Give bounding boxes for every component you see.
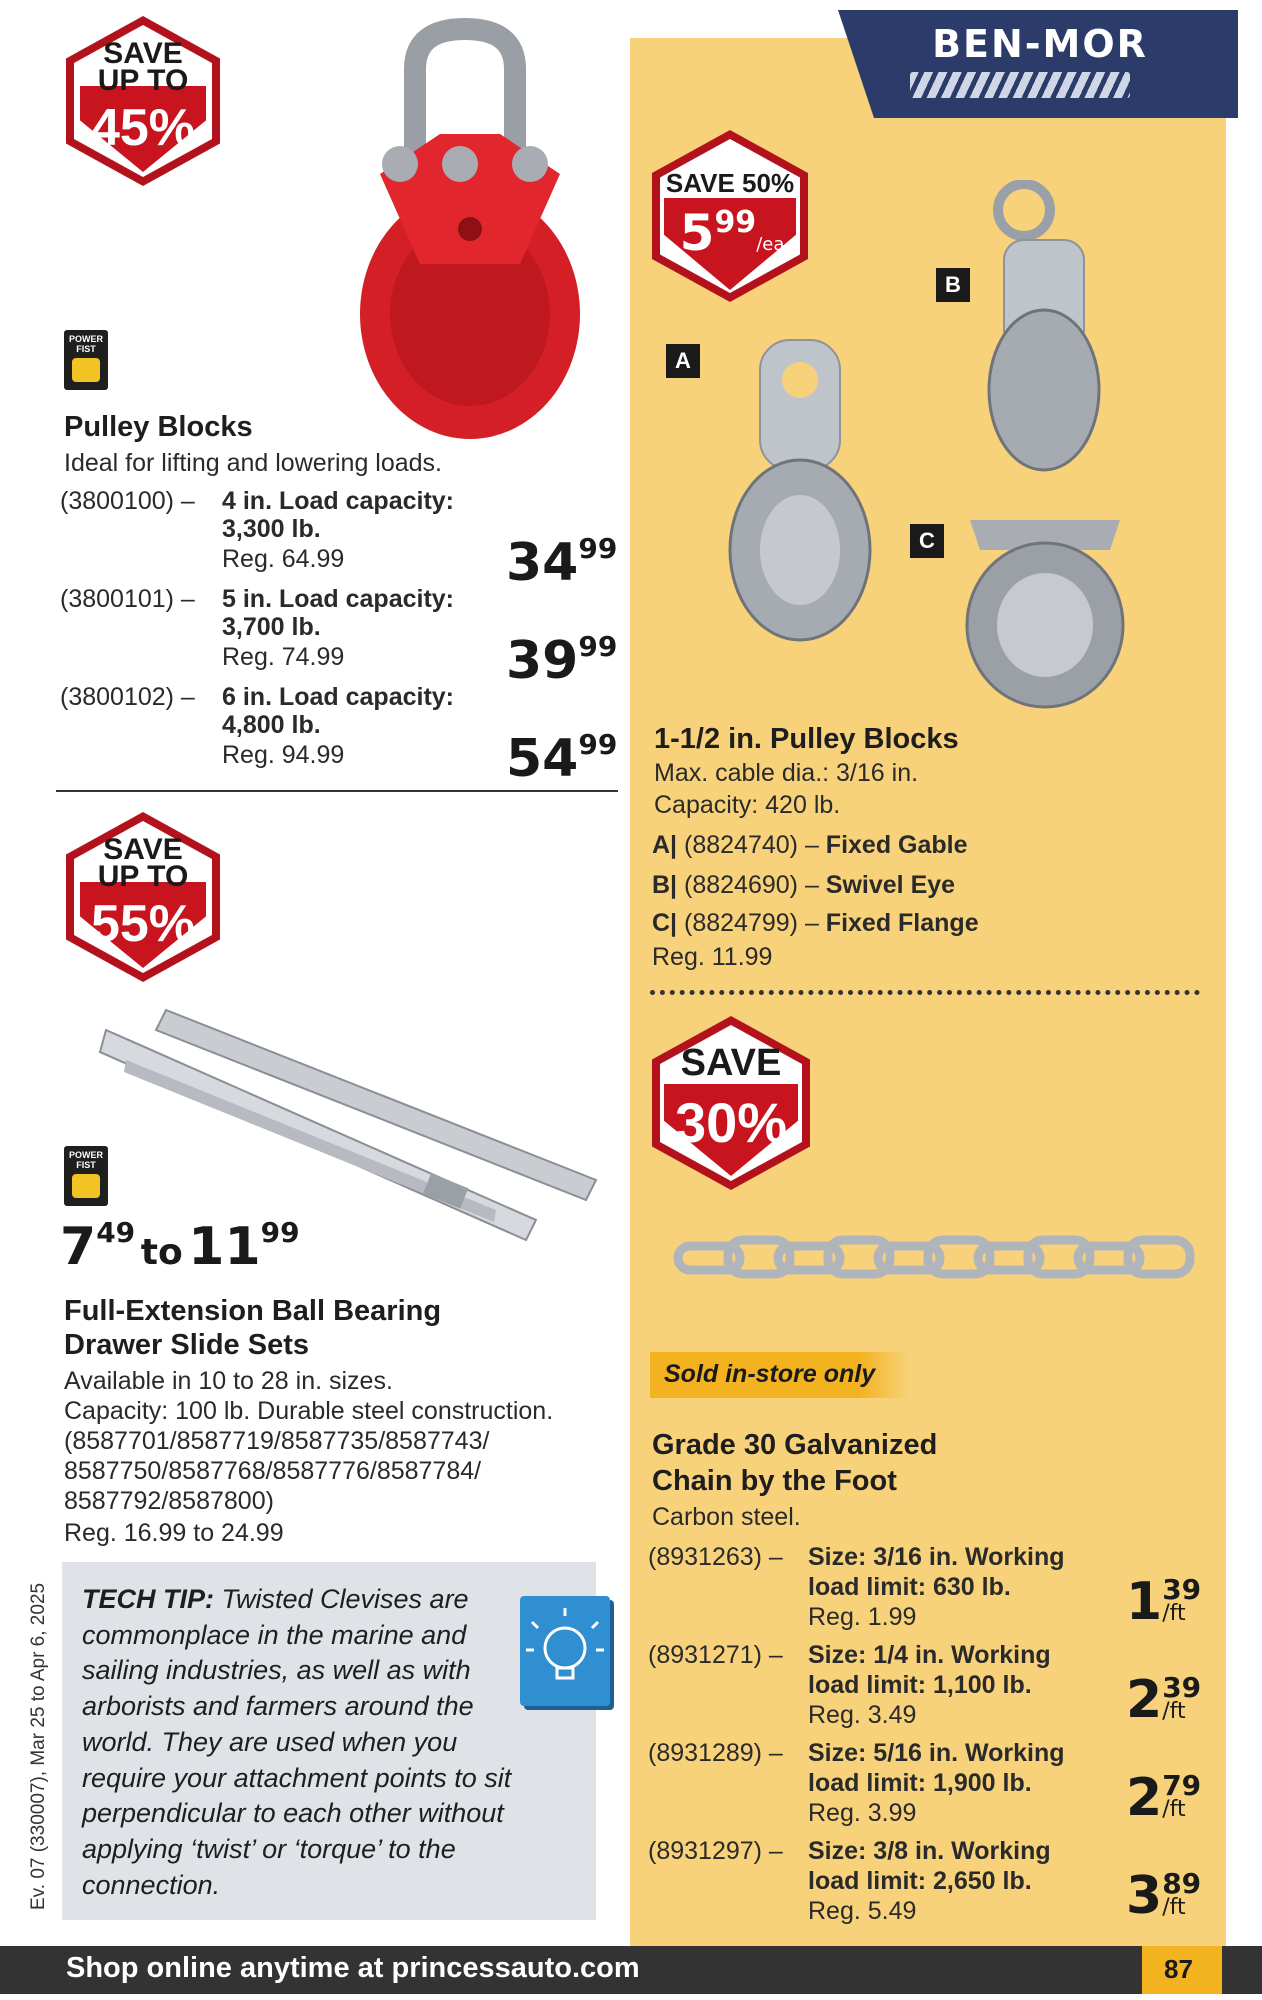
small-pulley-item-b: B| (8824690) – Swivel Eye xyxy=(652,871,956,899)
brand-rope-graphic xyxy=(910,72,1130,98)
pulley-sku-2: (3800101) – xyxy=(60,585,195,613)
pulley-reg-3: Reg. 94.99 xyxy=(222,741,345,769)
chain-price-2: 2 39 /ft xyxy=(1126,1670,1202,1730)
drawer-slide-line-1: Available in 10 to 28 in. sizes. xyxy=(64,1367,393,1395)
brand-name: BEN-MOR xyxy=(932,22,1148,66)
drawer-slide-line-5: 8587792/8587800) xyxy=(64,1487,274,1515)
pulley-spec2-2: 3,700 lb. xyxy=(222,613,321,641)
chain-price-3: 2 79 /ft xyxy=(1126,1768,1202,1828)
pulley-sku-1: (3800100) – xyxy=(60,487,195,515)
chain-title-1: Grade 30 Galvanized xyxy=(652,1429,938,1461)
section-divider xyxy=(56,790,618,792)
label-c: C xyxy=(910,524,944,558)
chain-price-1: 1 39 /ft xyxy=(1126,1572,1202,1632)
small-pulley-line-1: Max. cable dia.: 3/16 in. xyxy=(654,759,919,787)
pulley-a-image xyxy=(700,330,900,650)
small-pulley-reg: Reg. 11.99 xyxy=(652,943,773,971)
chain-spec2-3: load limit: 1,900 lb. xyxy=(808,1769,1032,1797)
chain-spec2-2: load limit: 1,100 lb. xyxy=(808,1671,1032,1699)
badge-label: SAVE UP TO xyxy=(97,37,189,97)
lightbulb-icon xyxy=(520,1596,610,1706)
edition-dates: Ev. 07 (330007), Mar 25 to Apr 6, 2025 xyxy=(28,1582,49,1910)
pulley-c-image xyxy=(960,510,1130,710)
chain-spec-4: Size: 3/8 in. Working xyxy=(808,1837,1051,1865)
badge-percent: 55% xyxy=(90,895,196,953)
chain-sku-1: (8931263) – xyxy=(648,1543,783,1571)
drawer-slide-line-2: Capacity: 100 lb. Durable steel construction. xyxy=(64,1397,554,1425)
badge-label: SAVE UP TO xyxy=(97,833,189,893)
chain-spec-2: Size: 1/4 in. Working xyxy=(808,1641,1051,1669)
chain-sku-2: (8931271) – xyxy=(648,1641,783,1669)
pulley-spec2-3: 4,800 lb. xyxy=(222,711,321,739)
pulley-price-1: 3499 xyxy=(506,532,618,593)
drawer-slide-title-1: Full-Extension Ball Bearing xyxy=(64,1295,442,1327)
badge-percent: 45% xyxy=(90,99,196,157)
pulley-spec-2: 5 in. Load capacity: xyxy=(222,585,455,613)
pulley-reg-2: Reg. 74.99 xyxy=(222,643,345,671)
chain-spec2-4: load limit: 2,650 lb. xyxy=(808,1867,1032,1895)
pulley-sku-3: (3800102) – xyxy=(60,683,195,711)
pulley-b-image xyxy=(984,180,1104,480)
chain-title-2: Chain by the Foot xyxy=(652,1465,897,1497)
small-pulley-item-a: A| (8824740) – Fixed Gable xyxy=(652,831,968,859)
pulley-blocks-desc: Ideal for lifting and lowering loads. xyxy=(64,449,443,477)
badge-price: 599/ea xyxy=(679,204,785,262)
badge-label: SAVE xyxy=(680,1042,782,1084)
label-a: A xyxy=(666,344,700,378)
drawer-slide-line-3: (8587701/8587719/8587735/8587743/ xyxy=(64,1427,490,1455)
pulley-price-3: 5499 xyxy=(506,728,618,789)
chain-spec-1: Size: 3/16 in. Working xyxy=(808,1543,1065,1571)
chain-sku-4: (8931297) – xyxy=(648,1837,783,1865)
pulley-spec2-1: 3,300 lb. xyxy=(222,515,321,543)
drawer-slide-price: 749 to 1199 xyxy=(60,1216,300,1277)
chain-desc: Carbon steel. xyxy=(652,1503,801,1531)
small-pulley-item-c: C| (8824799) – Fixed Flange xyxy=(652,909,979,937)
drawer-slide-title-2: Drawer Slide Sets xyxy=(64,1329,309,1361)
chain-price-4: 3 89 /ft xyxy=(1126,1866,1202,1926)
footer-link[interactable]: Shop online anytime at princessauto.com xyxy=(66,1952,640,1984)
pulley-reg-1: Reg. 64.99 xyxy=(222,545,345,573)
chain-reg-2: Reg. 3.49 xyxy=(808,1701,917,1729)
drawer-slide-reg: Reg. 16.99 to 24.99 xyxy=(64,1519,284,1547)
power-fist-icon: POWER FIST xyxy=(64,1146,108,1206)
chain-reg-3: Reg. 3.99 xyxy=(808,1799,917,1827)
pulley-blocks-title: Pulley Blocks xyxy=(64,411,253,443)
small-pulley-line-2: Capacity: 420 lb. xyxy=(654,791,841,819)
badge-label: SAVE 50% xyxy=(665,168,795,198)
pulley-price-2: 3999 xyxy=(506,630,618,691)
chain-reg-1: Reg. 1.99 xyxy=(808,1603,917,1631)
tech-tip-text: TECH TIP: Twisted Clevises are commonplace in the marine and sailing industries, as well as with arborists and farmers around the world. They are used when you require your attachment points to sit perpendicular to each other without applying ‘twist’ or ‘torque’ to the connection. xyxy=(82,1584,512,1900)
drawer-slide-image xyxy=(96,990,606,1250)
pulley-spec-1: 4 in. Load capacity: xyxy=(222,487,455,515)
drawer-slide-line-4: 8587750/8587768/8587776/8587784/ xyxy=(64,1457,482,1485)
chain-spec2-1: load limit: 630 lb. xyxy=(808,1573,1011,1601)
chain-image xyxy=(672,1226,1202,1286)
page-number: 87 xyxy=(1142,1946,1222,1994)
power-fist-icon: POWER FIST xyxy=(64,330,108,390)
chain-sku-3: (8931289) – xyxy=(648,1739,783,1767)
small-pulley-title: 1-1/2 in. Pulley Blocks xyxy=(654,723,959,755)
in-store-only-tag: Sold in-store only xyxy=(650,1352,910,1398)
red-pulley-image xyxy=(340,14,600,444)
chain-reg-4: Reg. 5.49 xyxy=(808,1897,917,1925)
badge-percent: 30% xyxy=(674,1091,788,1154)
chain-spec-3: Size: 5/16 in. Working xyxy=(808,1739,1065,1767)
label-b: B xyxy=(936,268,970,302)
dotted-divider xyxy=(650,990,1200,995)
pulley-spec-3: 6 in. Load capacity: xyxy=(222,683,455,711)
